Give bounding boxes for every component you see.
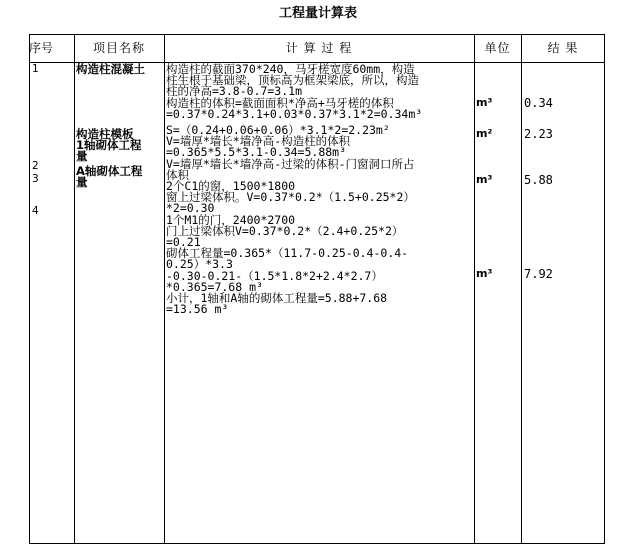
- calc-line: =0.365*5.5*3.1-0.34=5.88m³: [166, 145, 347, 160]
- calc-line: 小计，1轴和A轴的砌体工程量=5.88+7.68: [166, 291, 388, 306]
- calc-line: 构造柱的截面370*240，马牙槎宽度60mm，构造: [166, 62, 415, 76]
- seq-number: 3: [32, 173, 39, 185]
- calc-line: V=墙厚*墙长*墙净高-构造柱的体积: [166, 134, 351, 149]
- col-divider-seq: [74, 34, 75, 544]
- unit-cell: m³: [476, 267, 493, 280]
- calc-line: -0.30-0.21-（1.5*1.8*2+2.4*2.7）: [166, 268, 383, 283]
- calc-line: =0.37*0.24*3.1+0.03*0.37*3.1*2=0.34m³: [166, 106, 423, 121]
- result-cell: 7.92: [524, 267, 553, 281]
- page-title: 工程量计算表: [278, 6, 357, 21]
- seq-number: 1: [32, 63, 39, 75]
- calc-line: 0.25）*3.3: [166, 257, 233, 272]
- calc-line: *0.365=7.68 m³: [166, 279, 263, 294]
- col-divider-unit: [521, 34, 522, 544]
- calc-line: S=（0.24+0.06+0.06）*3.1*2=2.23m²: [166, 123, 390, 138]
- unit-cell: m²: [476, 127, 493, 140]
- item-name: 构造柱模板 1轴砌体工程 量: [76, 127, 142, 164]
- calc-line: 1个M1的门，2400*2700: [166, 212, 296, 227]
- calc-line: *2=0.30: [166, 201, 215, 216]
- item-name: A轴砌体工程 量: [76, 164, 143, 190]
- header-calc: 计 算 过 程: [285, 41, 353, 55]
- calc-line: V=墙厚*墙长*墙净高-过梁的体积-门窗洞口所占: [166, 156, 415, 171]
- header-seq: 序号: [29, 41, 54, 55]
- result-cell: 5.88: [524, 173, 553, 187]
- header-result: 结 果: [547, 41, 579, 55]
- header-unit: 单位: [484, 41, 511, 55]
- result-cell: 0.34: [524, 96, 553, 110]
- calc-line: 体积: [166, 167, 189, 182]
- calc-process: [166, 64, 473, 315]
- seq-number: 4: [32, 205, 39, 217]
- calc-line: 砌体工程量=0.365*（11.7-0.25-0.4-0.4-: [166, 246, 409, 261]
- calc-line: =13.56 m³: [166, 302, 229, 317]
- calc-line: 门上过梁体积V=0.37*0.2*（2.4+0.25*2）: [166, 223, 404, 238]
- unit-cell: m³: [476, 173, 493, 186]
- col-divider-calc: [474, 34, 475, 544]
- calc-line: =0.21: [166, 235, 201, 250]
- unit-cell: m³: [476, 96, 493, 109]
- calc-line: 窗上过梁体积。V=0.37*0.2*（1.5+0.25*2）: [166, 190, 415, 205]
- calc-line: 构造柱的体积=截面面积*净高+马牙槎的体积: [166, 95, 394, 110]
- calc-line: 2个C1的窗，1500*1800: [166, 179, 296, 194]
- calc-line: 柱生根于基础梁，顶标高为框架梁底，所以，构造: [166, 73, 419, 88]
- seq-number: 2: [32, 160, 39, 172]
- header-name: 项目名称: [92, 41, 145, 55]
- item-name: 构造柱混凝土: [76, 62, 145, 76]
- calc-line: 柱的净高=3.8-0.7=3.1m: [166, 84, 303, 99]
- col-divider-name: [164, 34, 165, 544]
- result-cell: 2.23: [524, 127, 553, 141]
